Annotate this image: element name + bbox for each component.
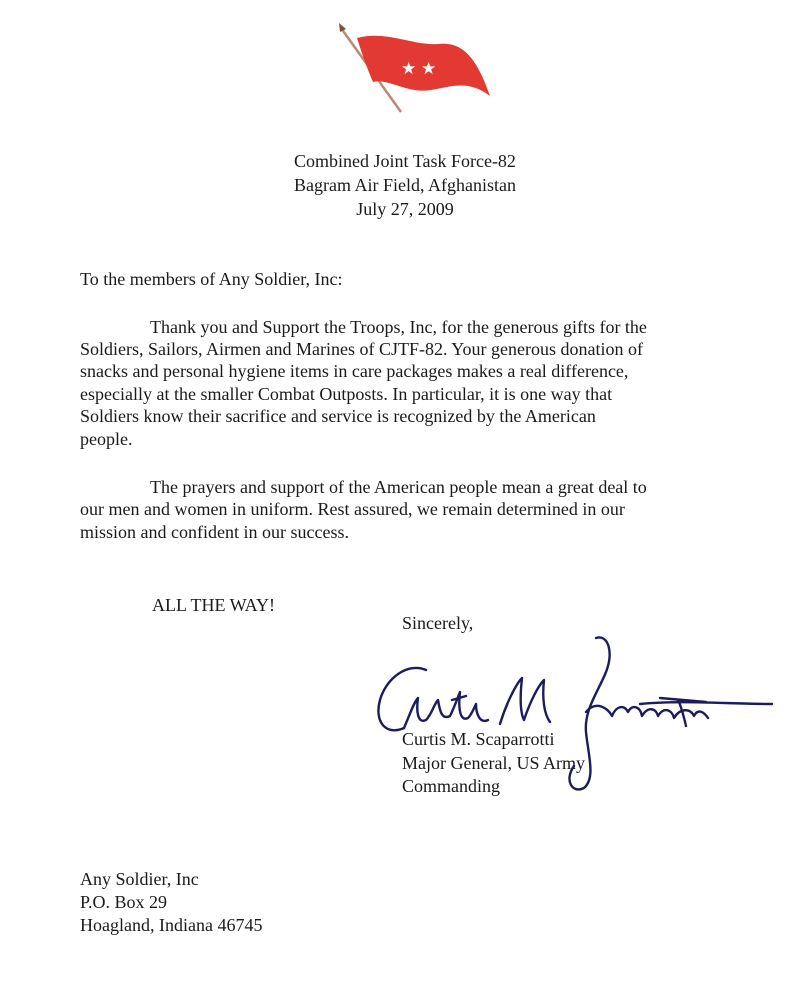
signature-stroke: [640, 702, 772, 704]
flag-star: ★: [401, 59, 417, 79]
paragraph-line: people.: [80, 429, 133, 449]
letter-date: July 27, 2009: [356, 199, 454, 219]
signature-stroke: [500, 678, 550, 724]
signature-stroke: [569, 637, 609, 789]
signatory-rank: Major General, US Army: [402, 753, 585, 773]
signature-stroke: [586, 706, 708, 718]
paragraph-line: our men and women in uniform. Rest assured, we remain determined in our: [80, 499, 625, 519]
paragraph-line: snacks and personal hygiene items in care packages makes a real difference,: [80, 361, 629, 381]
salutation: To the members of Any Soldier, Inc:: [80, 269, 343, 289]
signatory-role: Commanding: [402, 776, 500, 796]
paragraph-line: especially at the smaller Combat Outposts. In particular, it is one way that: [80, 384, 613, 404]
handwritten-signature: [360, 628, 780, 798]
organization-location: Bagram Air Field, Afghanistan: [294, 175, 516, 195]
paragraph-line: The prayers and support of the American people mean a great deal to: [150, 477, 647, 497]
paragraph-line: Thank you and Support the Troops, Inc, for the generous gifts for the: [150, 317, 647, 337]
paragraph-line: Soldiers, Sailors, Airmen and Marines of CJTF-82. Your generous donation of: [80, 339, 643, 359]
closing-sincerely: Sincerely,: [402, 613, 474, 633]
address-line: Any Soldier, Inc: [80, 869, 199, 889]
flag-spearhead: [339, 23, 346, 32]
address-line: P.O. Box 29: [80, 892, 168, 912]
paragraph-line: Soldiers know their sacrifice and service is recognized by the American: [80, 406, 596, 426]
flag-star: ★: [421, 59, 437, 79]
two-star-general-flag-icon: [335, 20, 495, 120]
paragraph-line: mission and confident in our success.: [80, 522, 349, 542]
motto: ALL THE WAY!: [152, 595, 275, 615]
organization-name: Combined Joint Task Force-82: [294, 151, 516, 171]
address-line: Hoagland, Indiana 46745: [80, 915, 263, 935]
signature-stroke: [404, 692, 488, 728]
signatory-name: Curtis M. Scaparrotti: [402, 729, 555, 749]
